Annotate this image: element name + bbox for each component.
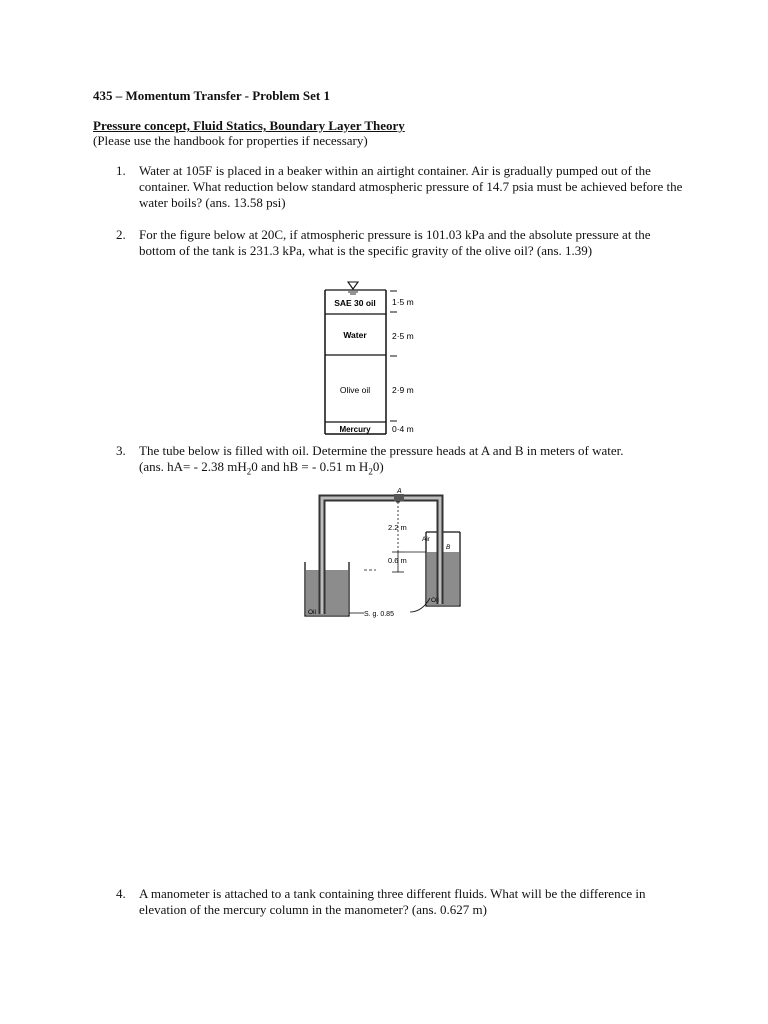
- depth-label-sae-oil: 1·5 m: [392, 297, 414, 307]
- point-a-label: A: [397, 488, 402, 495]
- oil-label-left: Oil: [308, 609, 316, 616]
- subscript: 2: [368, 466, 373, 477]
- u-tube-figure: [300, 488, 470, 622]
- depth-label-olive-oil: 2·9 m: [392, 385, 414, 395]
- section-note: (Please use the handbook for properties if necessary): [93, 133, 368, 148]
- depth-label-mercury: 0·4 m: [392, 424, 414, 434]
- problem-number: 3.: [116, 443, 126, 458]
- oil-label-right: Oil: [431, 597, 439, 604]
- air-label: Air: [422, 536, 430, 543]
- answer-prefix: (ans. hA= - 2.38 mH: [139, 459, 247, 474]
- subscript: 2: [246, 466, 252, 477]
- problem-text: A manometer is attached to a tank containing three different fluids. What will be the difference in elevation of the mercury column in the manometer? (ans. 0.627 m): [139, 886, 646, 917]
- problem-number: 4.: [116, 886, 126, 901]
- problem-text: For the figure below at 20C, if atmospheric pressure is 101.03 kPa and the absolute pressure at the bottom of the tank is 231.3 kPa, what is the specific gravity of the olive oil? (ans. 1.39): [139, 227, 651, 258]
- problem-question: The tube below is filled with oil. Determine the pressure heads at A and B in meters of water.: [139, 443, 624, 458]
- height-label-lower: 0.6 m: [388, 556, 407, 565]
- layered-tank-figure: [300, 272, 440, 436]
- problem-number: 2.: [116, 227, 126, 242]
- height-label-upper: 2.2 m: [388, 523, 407, 532]
- answer-end: 0): [372, 459, 384, 474]
- layer-label-mercury: Mercury: [339, 425, 371, 434]
- problem-number: 1.: [116, 163, 126, 178]
- problem-text: Water at 105F is placed in a beaker within an airtight container. Air is gradually pumped out of the container. What reduction below standard atmospheric pressure of 14.7 psia must be achieved before the water boils? (ans. 13.58 psi): [139, 163, 683, 210]
- depth-label-water: 2·5 m: [392, 331, 414, 341]
- page-title: 435 – Momentum Transfer - Problem Set 1: [93, 88, 330, 103]
- layer-label-sae-oil: SAE 30 oil: [334, 298, 376, 308]
- layer-label-water: Water: [343, 330, 367, 340]
- point-b-label: B: [446, 544, 451, 551]
- specific-gravity-label: S. g. 0.85: [364, 611, 394, 618]
- layer-label-olive-oil: Olive oil: [339, 385, 371, 395]
- section-heading: Pressure concept, Fluid Statics, Boundary Layer Theory: [93, 118, 405, 133]
- problem-text: [139, 443, 684, 480]
- answer-middle: 0 and hB = - 0.51 m H: [251, 459, 369, 474]
